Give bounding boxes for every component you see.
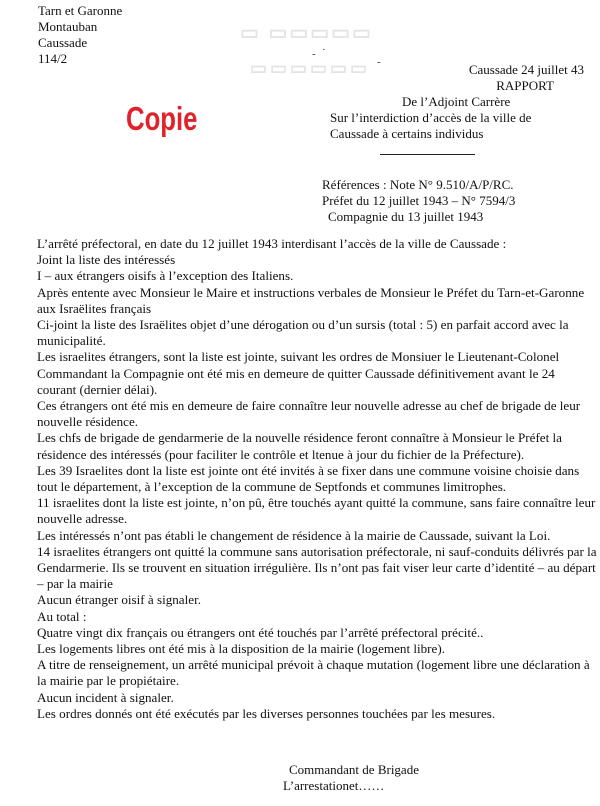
report-body: [37, 236, 597, 722]
report-date: Caussade 24 juillet 43: [468, 62, 584, 77]
reference-line: Préfet du 12 juillet 1943 – N° 7594/3: [322, 193, 516, 208]
body-paragraph: Les logements libres ont été mis à la disposition de la mairie (logement libre).: [37, 641, 445, 657]
report-title: RAPPORT: [496, 78, 554, 93]
report-author: De l’Adjoint Carrère: [402, 94, 511, 109]
body-paragraph: Ci-joint la liste des Israëlites objet d’une dérogation ou d’un sursis (total : 5) en parfait accord avec la municipalité.: [37, 317, 569, 349]
report-subject: Caussade à certains individus: [330, 126, 484, 141]
body-paragraph: Les 39 Israelites dont la liste est jointe ont été invités à se fixer dans une commune voisine choisie dans tout le département, à l’exception de la commune de Septfonds et communes limitrophes.: [37, 462, 580, 495]
divider-rule: [380, 154, 475, 155]
copie-stamp: Copie: [126, 100, 198, 137]
signature-rank: Commandant de Brigade: [289, 762, 419, 777]
ink-speck: ·: [322, 44, 326, 56]
header-line: 114/2: [38, 51, 68, 66]
reference-line: Références : Note N° 9.510/A/P/RC.: [322, 177, 514, 192]
body-paragraph: A titre de renseignement, un arrêté municipal prévoit à chaque mutation (logement libre une déclaration à la mairie par le propiétaire.: [37, 657, 590, 689]
header-line: Caussade: [38, 35, 88, 50]
signature-block: [283, 762, 419, 794]
body-paragraph: Aucun étranger oisif à signaler.: [37, 592, 201, 608]
body-paragraph: Aucun incident à signaler.: [37, 689, 174, 705]
body-paragraph: Les ordres donnés ont été exécutés par les diverses personnes touchées par les mesures.: [37, 705, 496, 721]
header-line: Tarn et Garonne: [38, 3, 123, 18]
report-heading: [330, 62, 592, 142]
report-subject: Sur l’interdiction d’accès de la ville de: [330, 110, 532, 125]
body-paragraph: Après entente avec Monsieur le Maire et instructions verbales de Monsieur le Préfet du Tarn-et-Garonne aux Israëlites français: [37, 284, 585, 316]
ink-speck: -: [312, 48, 316, 60]
body-paragraph: L’arrêté préfectoral, en date du 12 juillet 1943 interdisant l’accès de la ville de Caussade :: [37, 236, 507, 251]
bleed-through-mark: ▭ ▭▭▭▭▭: [240, 22, 373, 44]
body-paragraph: 11 israelites dont la liste est jointe, n’on pû, être touchés ayant quitté la commune, sans faire connaître leur nouvelle adresse.: [37, 495, 596, 527]
ink-speck: -: [377, 56, 381, 68]
references-block: [322, 177, 515, 225]
bleed-through-mark: ▭▭▭▭▭▭: [250, 58, 371, 78]
body-paragraph: I – aux étrangers oisifs à l’exception des Italiens.: [37, 268, 294, 284]
body-paragraph: Joint la liste des intéressés: [37, 252, 176, 268]
reference-line: Compagnie du 13 juillet 1943: [328, 209, 484, 224]
body-paragraph: Quatre vingt dix français ou étrangers ont été touchés par l’arrêté préfectoral précité..: [37, 624, 484, 640]
body-paragraph: Les israelites étrangers, sont la liste est jointe, suivant les ordres de Monsiuer le Lieutenant-Colonel Commandant la Compagnie ont été mis en demeure de quitter Caussade définitivement avant le 24 courant (dernier délai).: [37, 349, 560, 397]
body-paragraph: 14 israelites étrangers ont quitté la commune sans autorisation préfectorale, ni sauf-conduits délivrés par la Gendarmerie. Ils se trouvent en situation irrégulière. Ils n’ont pas fait viser leur carte d’identité – au départ – par la mairie: [37, 543, 597, 592]
body-paragraph: Les intéressés n’ont pas établi le changement de résidence à la mairie de Caussade, suivant la Loi.: [37, 527, 551, 543]
body-paragraph: Au total :: [37, 608, 87, 624]
signature-name: L’arrestationet……: [283, 778, 385, 793]
body-paragraph: Les chfs de brigade de gendarmerie de la nouvelle résidence feront connaître à Monsieur le Préfet la résidence des intéressés (pour faciliter le contrôle et ltenue à jour du fichier de la Préfecture).: [37, 430, 562, 462]
header-line: Montauban: [38, 19, 98, 34]
document-header: [38, 3, 122, 67]
body-paragraph: Ces étrangers ont été mis en demeure de faire connaître leur nouvelle adresse au chef de brigade de leur nouvelle résidence.: [37, 398, 581, 430]
